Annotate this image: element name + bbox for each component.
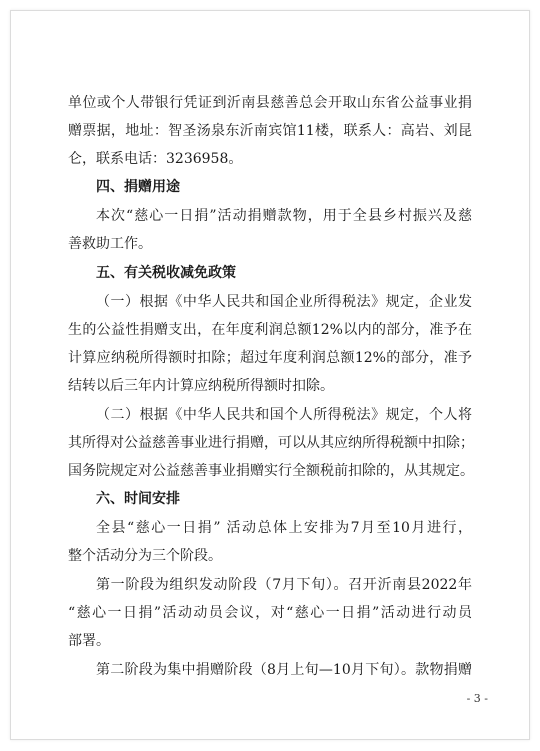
paragraph-line: 整个活动分为三个阶段。 <box>68 548 222 564</box>
paragraph-line: 第一阶段为组织发动阶段（7月下旬）。召开沂南县2022年 <box>96 577 472 593</box>
section-heading: 五、有关税收减免政策 <box>96 265 236 281</box>
paragraph-line: 国务院规定对公益慈善事业捐赠实行全额税前扣除的，从其规定。 <box>68 463 474 479</box>
paragraph-line: 单位或个人带银行凭证到沂南县慈善总会开取山东省公益事业捐 <box>68 95 472 111</box>
paragraph-line: 仑，联系电话：3236958。 <box>68 151 243 167</box>
paragraph-line: 善救助工作。 <box>68 236 152 252</box>
paragraph-line: 赠票据，地址：智圣汤泉东沂南宾馆11楼，联系人：高岩、刘昆 <box>68 123 472 139</box>
paragraph-line: 部署。 <box>68 633 110 649</box>
page-number: - 3 - <box>466 692 488 705</box>
section-heading: 六、时间安排 <box>96 491 180 507</box>
section-heading: 四、捐赠用途 <box>96 179 180 195</box>
paragraph-line: 生的公益性捐赠支出，在年度利润总额12%以内的部分，准予在 <box>68 322 472 338</box>
paragraph-line: 计算应纳税所得额时扣除；超过年度利润总额12%的部分，准予 <box>68 350 472 366</box>
paragraph-line: “慈心一日捐”活动动员会议，对“慈心一日捐”活动进行动员 <box>68 605 472 621</box>
paragraph-line: 第二阶段为集中捐赠阶段（8月上旬—10月下旬）。款物捐赠 <box>96 662 472 678</box>
paragraph-line: 其所得对公益慈善事业进行捐赠，可以从其应纳所得税额中扣除； <box>68 435 474 451</box>
paragraph-line: （二）根据《中华人民共和国个人所得税法》规定，个人将 <box>96 407 472 423</box>
paragraph-line: 全县“慈心一日捐” 活动总体上安排为7月至10月进行， <box>96 520 472 536</box>
paragraph-line: 本次“慈心一日捐”活动捐赠款物，用于全县乡村振兴及慈 <box>96 208 472 224</box>
paragraph-line: （一）根据《中华人民共和国企业所得税法》规定，企业发 <box>96 294 472 310</box>
paragraph-line: 结转以后三年内计算应纳税所得额时扣除。 <box>68 378 334 394</box>
